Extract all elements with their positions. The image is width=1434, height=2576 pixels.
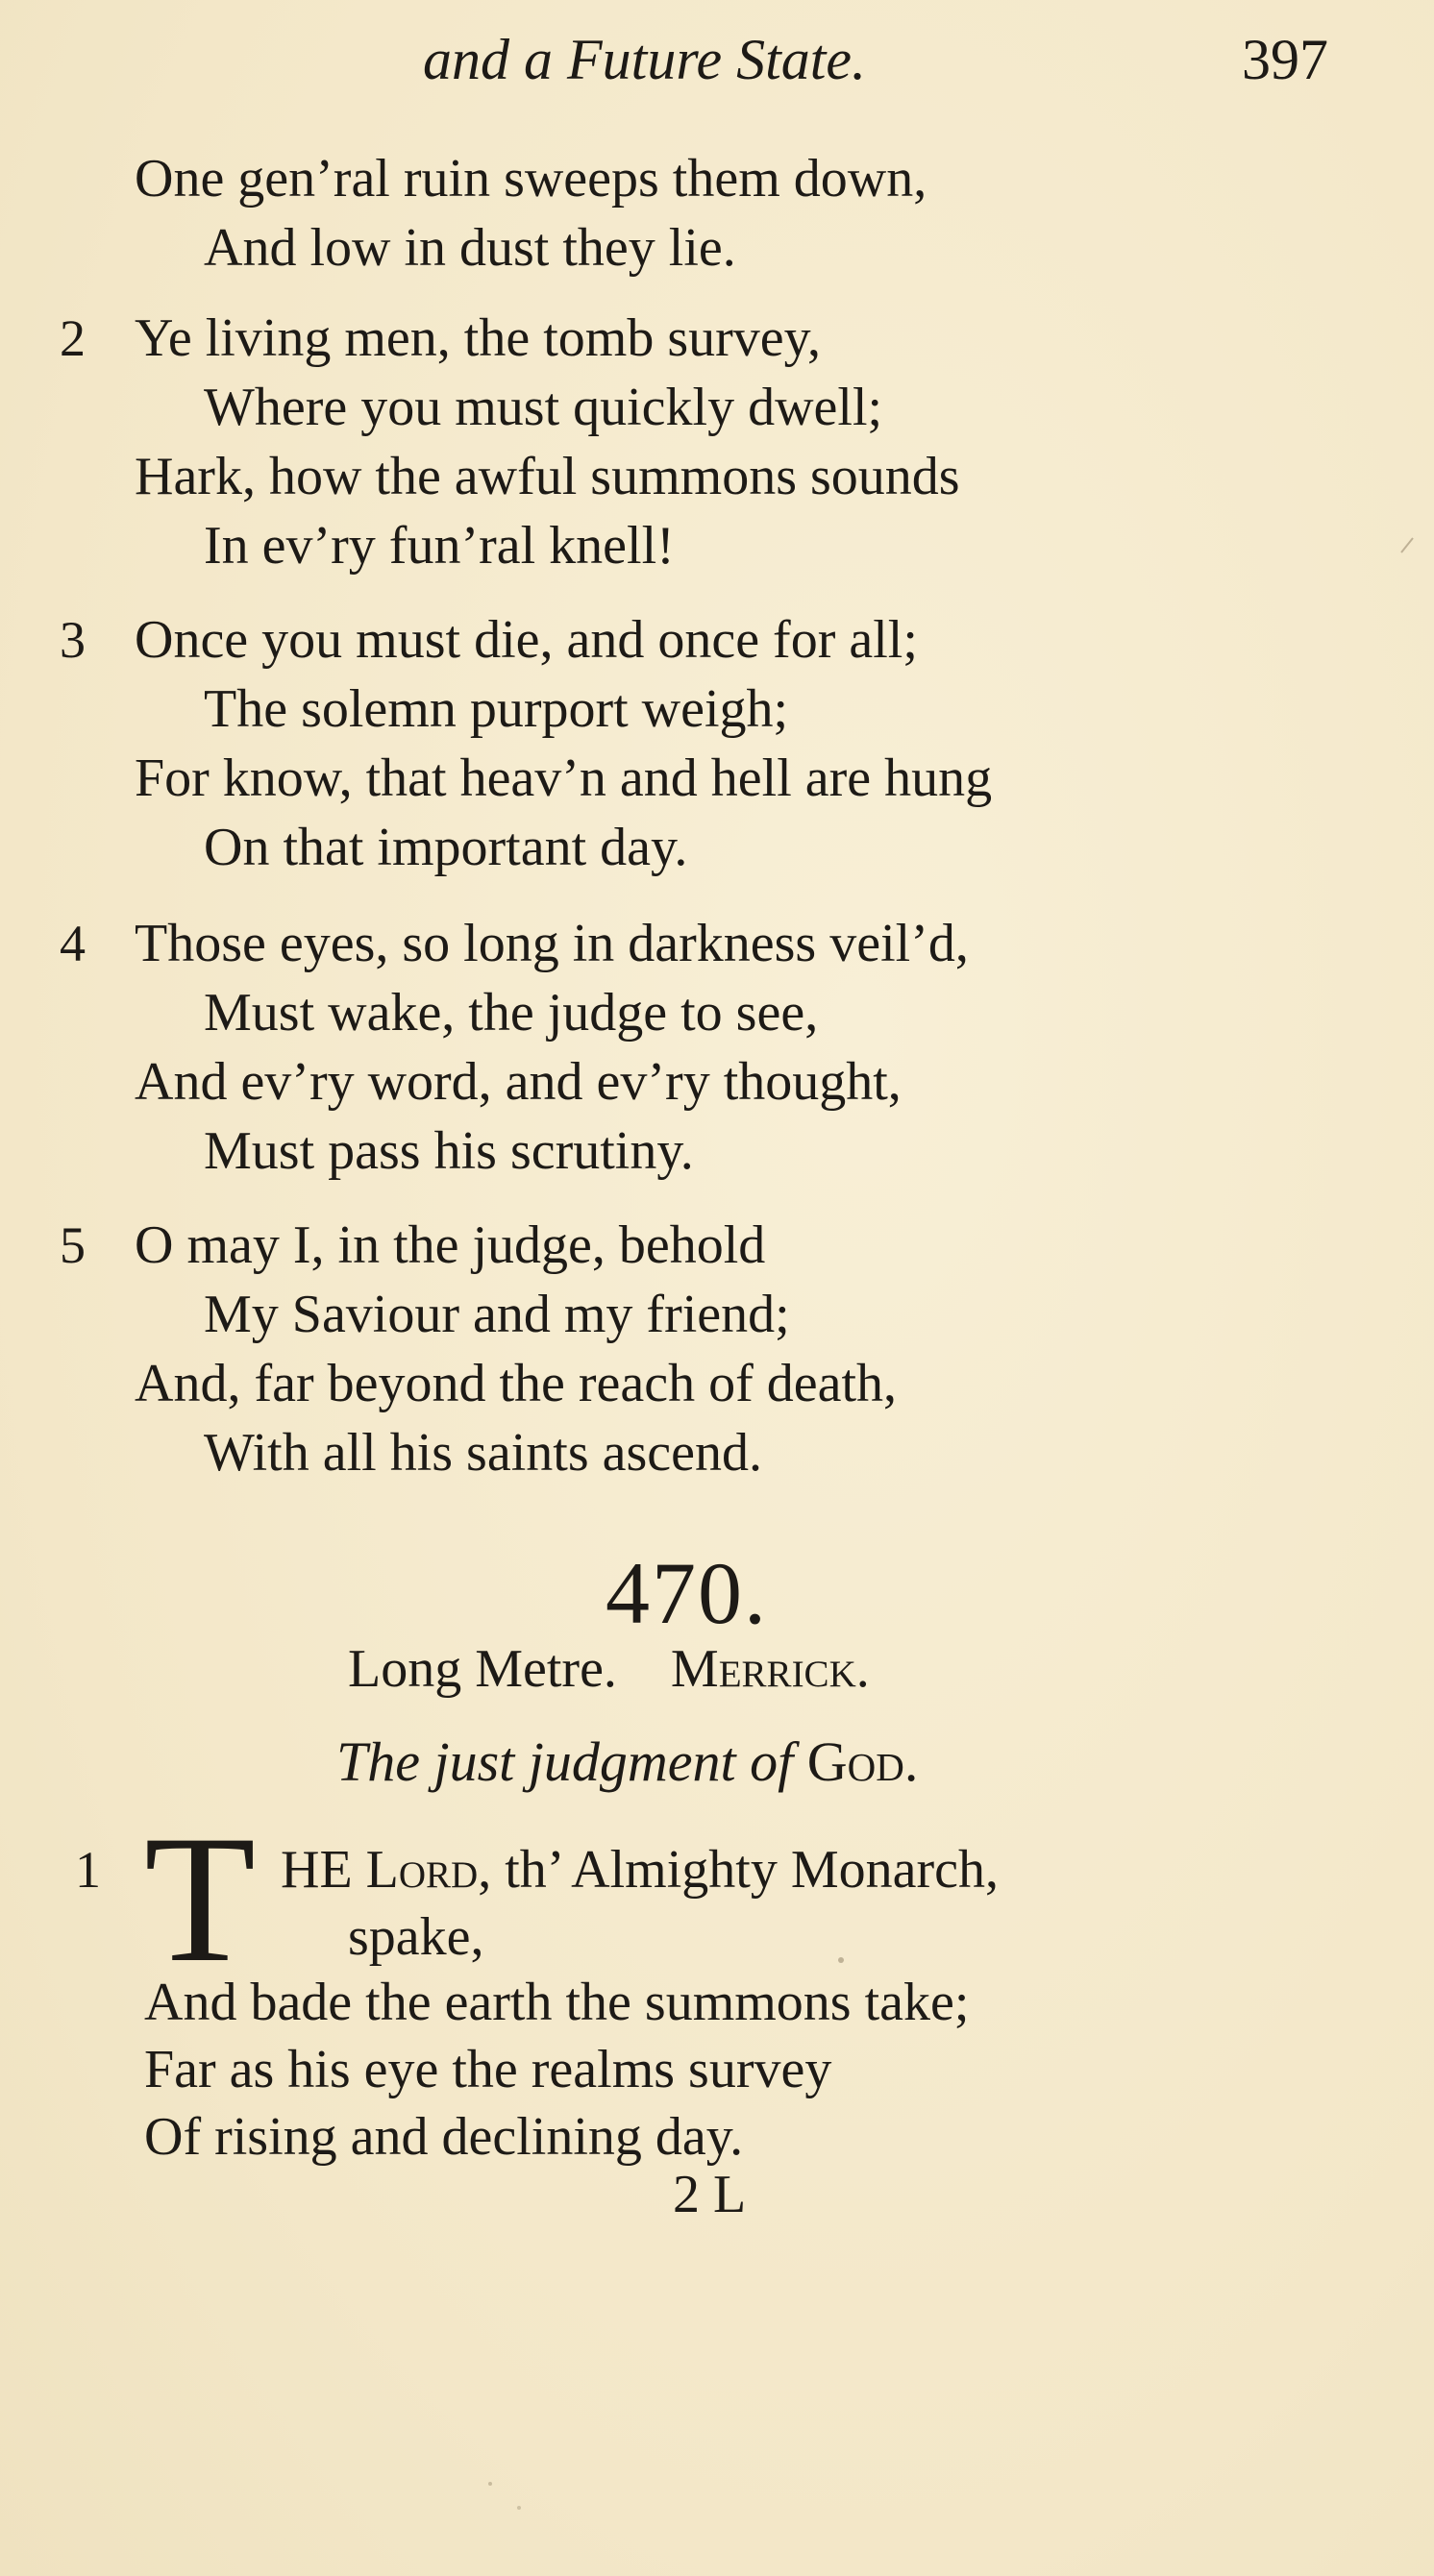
verse-line: On that important day. <box>204 818 688 877</box>
verse-line: My Saviour and my friend; <box>204 1285 790 1344</box>
verse-number: 5 <box>60 1216 86 1274</box>
verse-line: Where you must quickly dwell; <box>204 378 883 437</box>
first-line-start: HE <box>281 1840 366 1900</box>
first-line-end: th’ Almighty Monarch, <box>491 1840 1000 1900</box>
verse-line: For know, that heav’n and hell are hung <box>135 748 993 808</box>
hymn-meter-line <box>348 1638 870 1700</box>
hymn-number: 470. <box>606 1544 768 1642</box>
hymn-subtitle <box>336 1730 918 1794</box>
verse-number: 4 <box>60 915 86 972</box>
verse-line: Ye living men, the tomb survey, <box>135 308 821 368</box>
verse-line: The solemn purport weigh; <box>204 679 789 739</box>
verse-line: With all his saints ascend. <box>204 1423 762 1483</box>
hymn-subtitle-end: God. <box>806 1730 919 1793</box>
verse-line: In ev’ry fun’ral knell! <box>204 516 675 576</box>
verse-line: Must pass his scrutiny. <box>204 1121 694 1181</box>
verse-number: 2 <box>60 309 86 367</box>
verse-line: Must wake, the judge to see, <box>204 983 819 1043</box>
drop-cap: T <box>144 1799 257 2000</box>
page-number: 397 <box>1242 28 1328 91</box>
verse-line: Once you must die, and once for all; <box>135 610 918 670</box>
verse-line: spake, <box>348 1907 484 1967</box>
hymn-author: Merrick. <box>670 1639 870 1699</box>
verse-line: Hark, how the awful summons sounds <box>135 447 960 506</box>
verse-line: One gen’ral ruin sweeps them down, <box>135 149 927 209</box>
running-header-title: and a Future State. <box>423 28 867 91</box>
verse-line: O may I, in the judge, behold <box>135 1215 766 1275</box>
verse-number: 1 <box>75 1841 101 1899</box>
hymn-meter: Long Metre. <box>348 1639 617 1699</box>
verse-line <box>281 1835 999 1904</box>
verse-line: And low in dust they lie. <box>204 218 736 278</box>
first-line-lord: Lord, <box>365 1840 492 1900</box>
verse-line: And bade the earth the summons take; <box>144 1973 970 2032</box>
verse-line: Of rising and declining day. <box>144 2107 744 2167</box>
verse-number: 3 <box>60 611 86 669</box>
signature-mark: 2 L <box>673 2165 747 2224</box>
hymn-subtitle-italic: The just judgment of <box>336 1730 794 1793</box>
verse-line: Those eyes, so long in darkness veil’d, <box>135 914 969 973</box>
verse-line: Far as his eye the realms survey <box>144 2040 832 2099</box>
verse-line: And ev’ry word, and ev’ry thought, <box>135 1052 902 1112</box>
verse-line: And, far beyond the reach of death, <box>135 1354 897 1413</box>
